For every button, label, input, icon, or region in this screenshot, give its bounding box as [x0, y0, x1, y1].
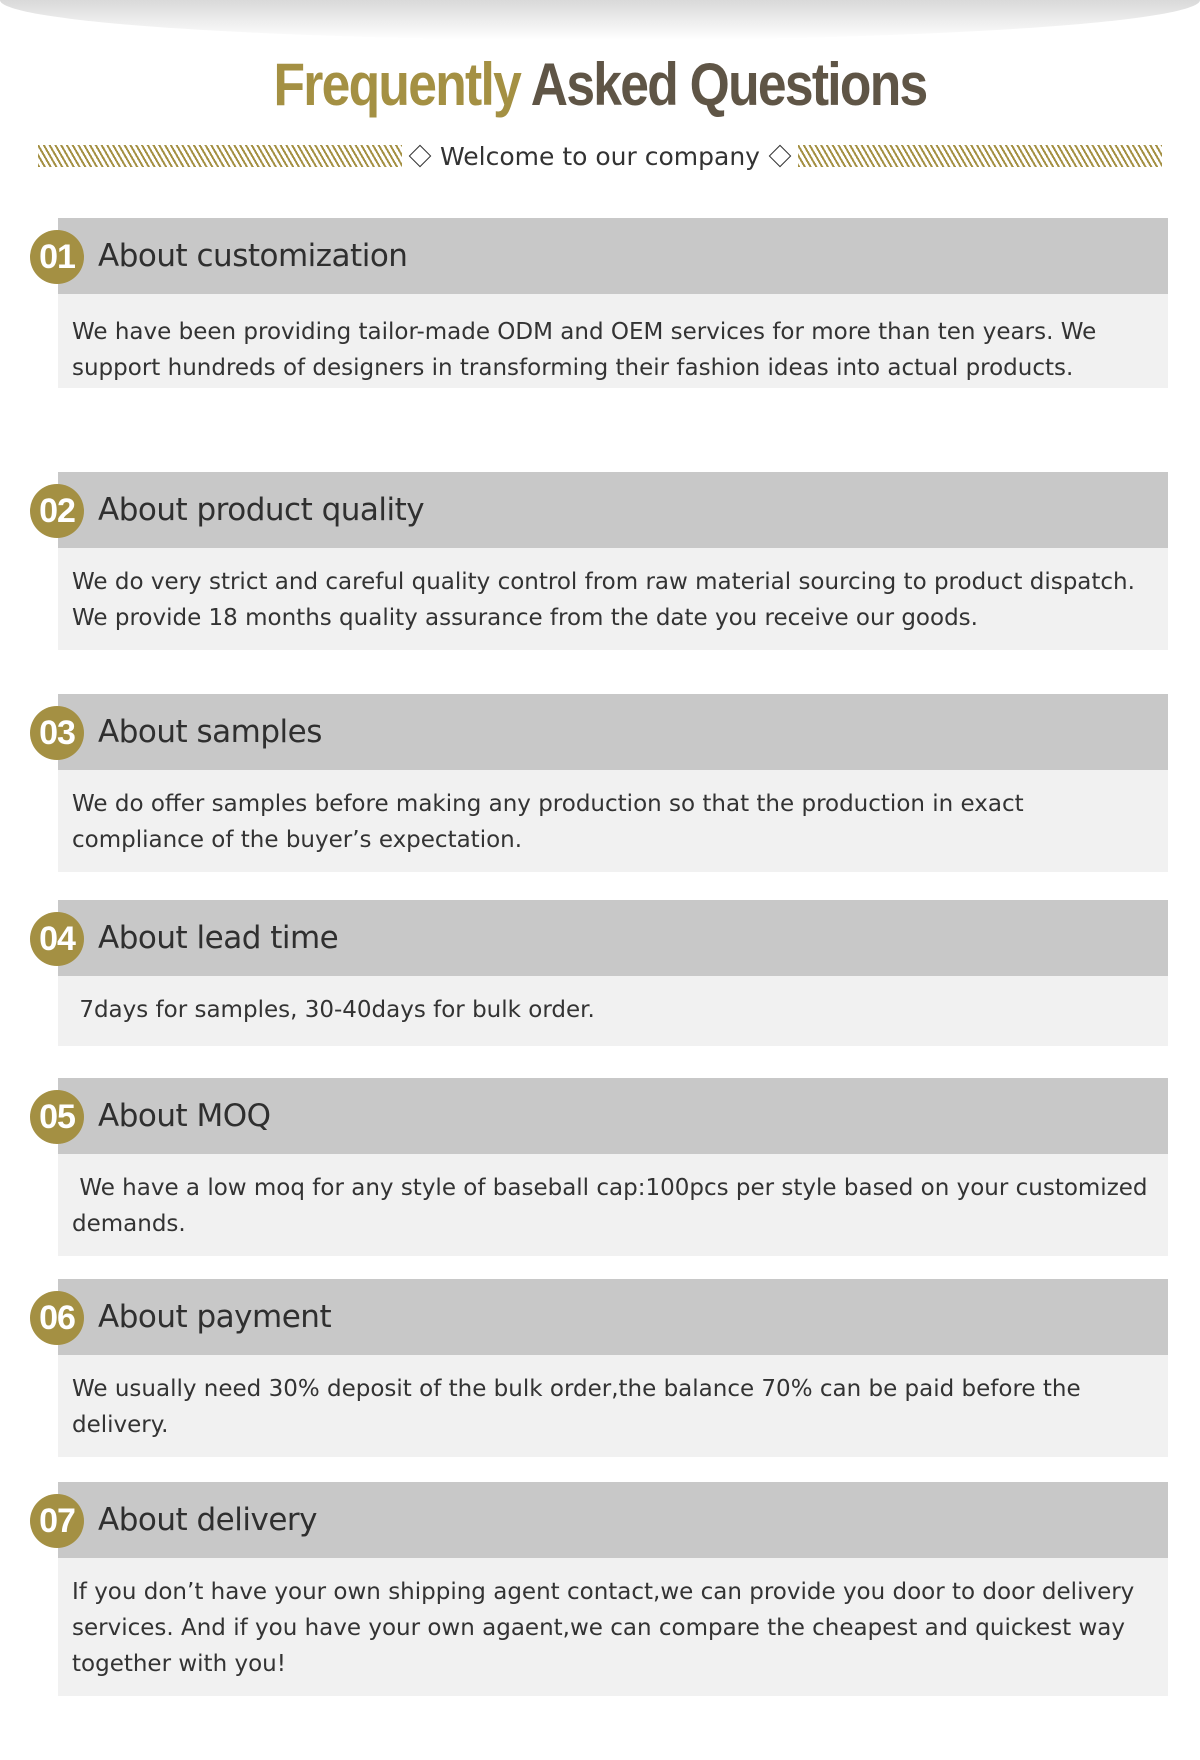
faq-number-badge: 03 — [30, 706, 84, 760]
faq-item — [39, 1279, 1168, 1457]
faq-title: About customization — [98, 238, 408, 274]
faq-header — [39, 472, 1168, 548]
faq-header — [39, 218, 1168, 294]
faq-title: About delivery — [98, 1502, 317, 1538]
title-part-2: Asked Questions — [530, 51, 927, 118]
faq-item — [39, 218, 1168, 388]
faq-header — [39, 1279, 1168, 1355]
faq-number-badge: 04 — [30, 912, 84, 966]
diamond-icon — [769, 145, 792, 168]
faq-title: About samples — [98, 714, 322, 750]
faq-answer: 7days for samples, 30-40days for bulk order. — [58, 976, 1168, 1046]
hatch-divider-right — [798, 145, 1162, 167]
faq-title: About lead time — [98, 920, 339, 956]
faq-number-badge: 06 — [30, 1291, 84, 1345]
faq-header — [39, 694, 1168, 770]
title-part-1: Frequently — [273, 51, 521, 118]
faq-answer: We have been providing tailor-made ODM and OEM services for more than ten years. We support hundreds of designers in transforming their fashion ideas into actual products. — [58, 294, 1168, 388]
faq-number-badge: 01 — [30, 230, 84, 284]
faq-answer: We usually need 30% deposit of the bulk order,the balance 70% can be paid before the delivery. — [58, 1355, 1168, 1457]
faq-number-badge: 07 — [30, 1494, 84, 1548]
faq-header — [39, 900, 1168, 976]
faq-answer: We do very strict and careful quality control from raw material sourcing to product dispatch. We provide 18 months quality assurance from the date you receive our goods. — [58, 548, 1168, 650]
faq-answer: If you don’t have your own shipping agent contact,we can provide you door to door delivery services. And if you have your own agaent,we can compare the cheapest and quickest way together with you! — [58, 1558, 1168, 1696]
faq-title: About product quality — [98, 492, 425, 528]
faq-title: About payment — [98, 1299, 332, 1335]
faq-number-badge: 05 — [30, 1090, 84, 1144]
faq-title: About MOQ — [98, 1098, 271, 1134]
faq-item — [39, 694, 1168, 872]
diamond-icon — [409, 145, 432, 168]
faq-answer: We do offer samples before making any production so that the production in exact compliance of the buyer’s expectation. — [58, 770, 1168, 872]
top-shadow — [0, 0, 1200, 40]
faq-header — [39, 1078, 1168, 1154]
faq-answer: We have a low moq for any style of baseball cap:100pcs per style based on your customized demands. — [58, 1154, 1168, 1256]
faq-item — [39, 1482, 1168, 1696]
faq-item — [39, 1078, 1168, 1256]
hatch-divider-left — [38, 145, 402, 167]
subtitle-row — [38, 138, 1162, 174]
subtitle: Welcome to our company — [440, 141, 760, 171]
faq-item — [39, 472, 1168, 650]
page-title — [84, 50, 1116, 120]
faq-number-badge: 02 — [30, 484, 84, 538]
faq-item — [39, 900, 1168, 1046]
faq-header — [39, 1482, 1168, 1558]
